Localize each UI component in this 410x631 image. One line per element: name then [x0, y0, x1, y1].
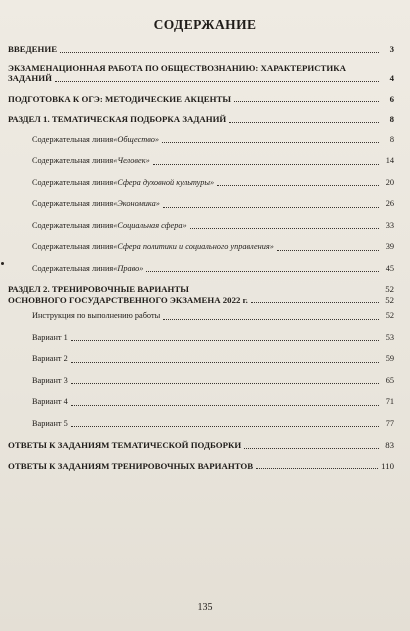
leader-dots [60, 52, 379, 53]
toc-entry-page: 4 [389, 73, 394, 83]
toc-line-prefix: Содержательная линия [32, 134, 114, 144]
toc-variant-2[interactable] [8, 354, 394, 365]
toc-entry-page: 52 [385, 311, 394, 320]
leader-dots [256, 468, 378, 469]
toc-entry-page: 3 [389, 44, 394, 54]
toc-entry-label: Вариант 1 [32, 332, 68, 342]
toc-entry-page: 59 [385, 354, 394, 363]
toc-entry-label-line1: ЭКЗАМЕНАЦИОННАЯ РАБОТА ПО ОБЩЕСТВОЗНАНИЮ: ХАРАКТЕРИСТИКА [8, 62, 346, 73]
toc-entry-page: 33 [385, 220, 394, 230]
leader-dots [55, 81, 379, 82]
toc-line-prefix: Содержательная линия [32, 263, 114, 273]
toc-line-culture[interactable] [8, 178, 394, 189]
toc-entry-page: 14 [385, 156, 394, 165]
leader-dots [190, 228, 379, 229]
toc-line-prefix: Содержательная линия [32, 199, 114, 208]
toc-entry-label-line1: РАЗДЕЛ 2. ТРЕНИРОВОЧНЫЕ ВАРИАНТЫ [8, 284, 189, 294]
toc-variant-5[interactable] [8, 419, 394, 430]
toc-entry-label: Вариант 3 [32, 375, 68, 385]
toc-entry-label-line2: ОСНОВНОГО ГОСУДАРСТВЕННОГО ЭКЗАМЕНА 2022 г. [8, 294, 248, 305]
toc-entry-label: Инструкция по выполнению работы [32, 311, 161, 320]
toc-entry-section1[interactable] [8, 114, 394, 125]
toc-line-prefix: Содержательная линия [32, 242, 114, 251]
toc-entry-page: 52 [385, 294, 394, 305]
leader-dots [162, 142, 379, 143]
leader-dots [71, 426, 379, 427]
leader-dots [71, 340, 379, 341]
page-number: 135 [197, 602, 213, 613]
leader-dots [146, 271, 379, 272]
toc-line-prefix: Содержательная линия [32, 177, 114, 187]
toc-line-economy[interactable] [8, 199, 394, 210]
toc-entry-label: РАЗДЕЛ 1. ТЕМАТИЧЕСКАЯ ПОДБОРКА ЗАДАНИЙ [8, 114, 227, 124]
toc-line-name: «Экономика» [113, 199, 160, 208]
ink-speck [1, 262, 4, 265]
toc-line-law[interactable] [8, 264, 394, 275]
toc-entry-answers-thematic[interactable] [8, 440, 394, 451]
toc-entry-page: 8 [389, 134, 394, 144]
toc-entry-page: 20 [385, 177, 394, 187]
toc-line-person[interactable] [8, 156, 394, 167]
toc-variant-1[interactable] [8, 333, 394, 344]
leader-dots [163, 319, 379, 320]
toc-line-name: «Право» [113, 263, 144, 273]
toc-entry-page: 45 [385, 263, 394, 273]
toc-line-name: «Сфера политики и социального управления» [113, 242, 274, 251]
toc-line-prefix: Содержательная линия [32, 220, 114, 230]
leader-dots [71, 405, 379, 406]
toc-line-name: «Сфера духовной культуры» [113, 177, 215, 187]
toc-entry-answers-training[interactable] [8, 461, 394, 472]
toc-entry-page: 53 [385, 332, 394, 342]
table-of-contents [8, 44, 394, 471]
leader-dots [71, 383, 379, 384]
toc-entry-page: 65 [385, 375, 394, 385]
toc-entry-label: ПОДГОТОВКА К ОГЭ: МЕТОДИЧЕСКИЕ АКЦЕНТЫ [8, 93, 231, 104]
toc-entry-page: 8 [389, 114, 394, 124]
toc-entry-section2-line1[interactable] [8, 284, 394, 295]
toc-entry-page: 39 [385, 242, 394, 251]
toc-entry-label: ВВЕДЕНИЕ [8, 44, 58, 54]
toc-variant-3[interactable] [8, 376, 394, 387]
toc-entry-page: 71 [385, 397, 394, 406]
toc-entry-prep[interactable] [8, 94, 394, 105]
toc-entry-label: Вариант 4 [32, 397, 68, 406]
toc-entry-intro[interactable] [8, 44, 394, 55]
toc-entry-page: 26 [385, 199, 394, 208]
leader-dots [229, 122, 379, 123]
toc-line-name: «Общество» [113, 134, 160, 144]
toc-line-society[interactable] [8, 135, 394, 146]
toc-line-name: «Человек» [113, 156, 150, 165]
toc-entry-label: ОТВЕТЫ К ЗАДАНИЯМ ТРЕНИРОВОЧНЫХ ВАРИАНТОВ [8, 460, 254, 471]
leader-dots [153, 164, 379, 165]
leader-dots [244, 448, 379, 449]
toc-entry-label: ОТВЕТЫ К ЗАДАНИЯМ ТЕМАТИЧЕСКОЙ ПОДБОРКИ [8, 440, 242, 450]
toc-entry-page: 6 [389, 93, 394, 104]
leader-dots [234, 101, 379, 102]
leader-dots [251, 302, 379, 303]
toc-line-name: «Социальная сфера» [113, 220, 187, 230]
toc-entry-page: 110 [381, 460, 394, 471]
toc-entry-label: Вариант 5 [32, 418, 68, 428]
leader-dots [163, 207, 379, 208]
toc-entry-exam[interactable] [8, 63, 394, 84]
toc-entry-page: 77 [385, 418, 394, 428]
leader-dots [277, 250, 379, 251]
toc-entry-label: Вариант 2 [32, 354, 68, 363]
toc-entry-instructions[interactable] [8, 311, 394, 322]
toc-entry-label-line2: ЗАДАНИЙ [8, 73, 52, 83]
toc-entry-page: 83 [385, 440, 394, 450]
page-title: СОДЕРЖАНИЕ [153, 17, 257, 32]
toc-line-politics[interactable] [8, 242, 394, 253]
toc-line-social[interactable] [8, 221, 394, 232]
toc-entry-page: 52 [385, 284, 394, 294]
toc-entry-section2-line2[interactable] [8, 295, 394, 306]
toc-line-prefix: Содержательная линия [32, 156, 114, 165]
leader-dots [217, 185, 379, 186]
leader-dots [71, 362, 379, 363]
toc-variant-4[interactable] [8, 397, 394, 408]
